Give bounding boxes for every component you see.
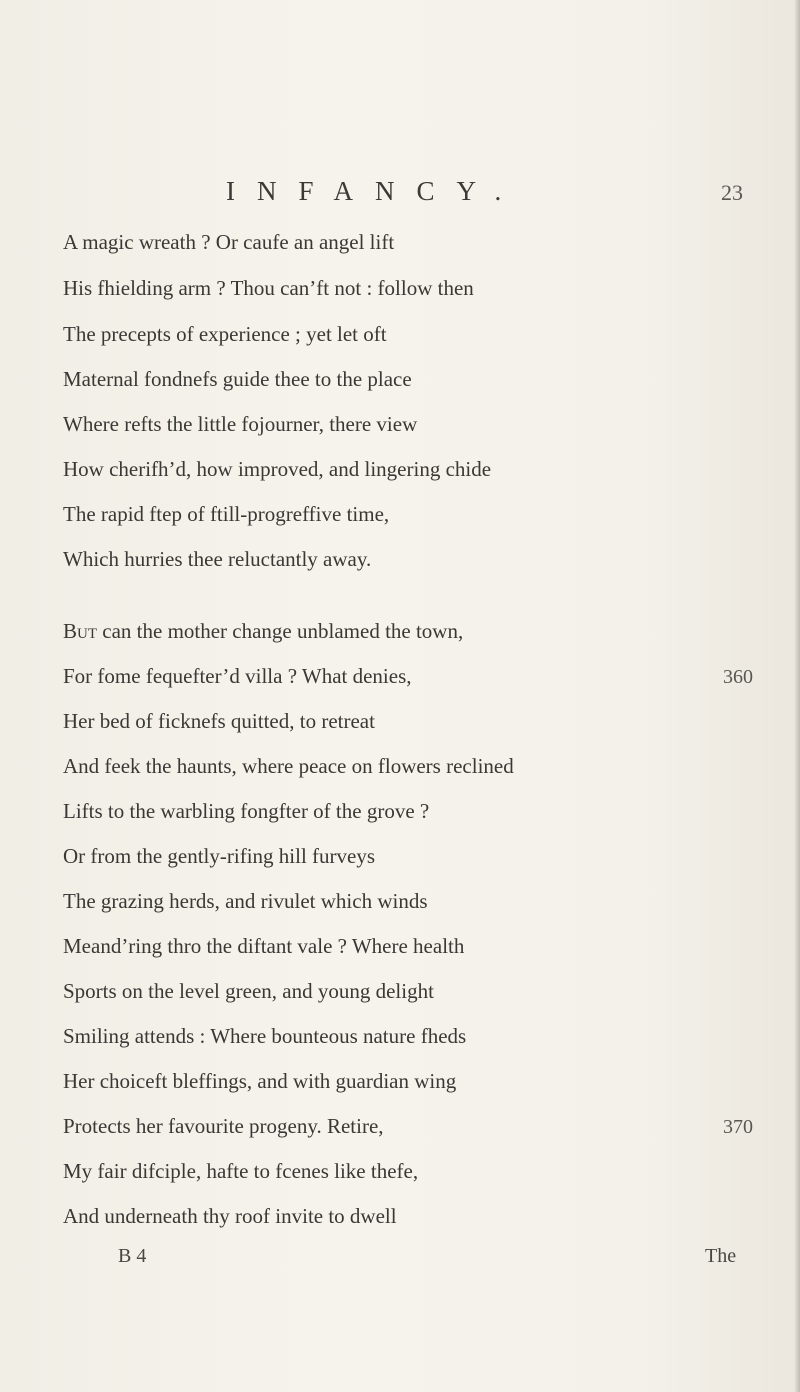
verse-line: For fome fequefter’d villa ? What denies, <box>63 664 412 688</box>
verse-line: The rapid ftep of ftill-progreffive time, <box>63 502 390 526</box>
verse-line: My fair difciple, hafte to fcenes like thefe, <box>63 1159 419 1183</box>
stanza-lead-word: But <box>63 619 98 643</box>
line-number: 360 <box>723 666 753 688</box>
verse-line: His fhielding arm ? Thou can’ft not : follow then <box>63 276 474 300</box>
page-edge-shadow <box>794 0 800 1392</box>
verse-line: Her bed of ficknefs quitted, to retreat <box>63 709 375 733</box>
verse-line: But can the mother change unblamed the town, <box>63 619 464 643</box>
verse-line: Where refts the little fojourner, there view <box>63 412 418 436</box>
running-title: INFANCY. <box>226 176 524 206</box>
verse-line: The grazing herds, and rivulet which winds <box>63 889 428 913</box>
verse-line: Which hurries thee reluctantly away. <box>63 547 372 571</box>
verse-line: And feek the haunts, where peace on flowers reclined <box>63 754 514 778</box>
signature-mark: B 4 <box>118 1245 147 1267</box>
verse-line: Smiling attends : Where bounteous nature fheds <box>63 1024 467 1048</box>
verse-line: How cherifh’d, how improved, and lingering chide <box>63 457 492 481</box>
catchword: The <box>705 1245 737 1267</box>
verse-line: And underneath thy roof invite to dwell <box>63 1204 397 1228</box>
verse-line: Meand’ring thro the diftant vale ? Where health <box>63 934 465 958</box>
verse-line: Her choiceft bleffings, and with guardian wing <box>63 1069 457 1093</box>
verse-line: The precepts of experience ; yet let oft <box>63 322 387 346</box>
page-number: 23 <box>721 180 743 205</box>
line-number: 370 <box>723 1116 753 1138</box>
verse-line: Sports on the level green, and young delight <box>63 979 434 1003</box>
verse-line: Maternal fondnefs guide thee to the place <box>63 367 412 391</box>
verse-line: A magic wreath ? Or caufe an angel lift <box>63 230 395 254</box>
verse-line: Or from the gently-rifing hill furveys <box>63 844 376 868</box>
verse-line: Protects her favourite progeny. Retire, <box>63 1114 384 1138</box>
verse-line: Lifts to the warbling fongfter of the grove ? <box>63 799 430 823</box>
